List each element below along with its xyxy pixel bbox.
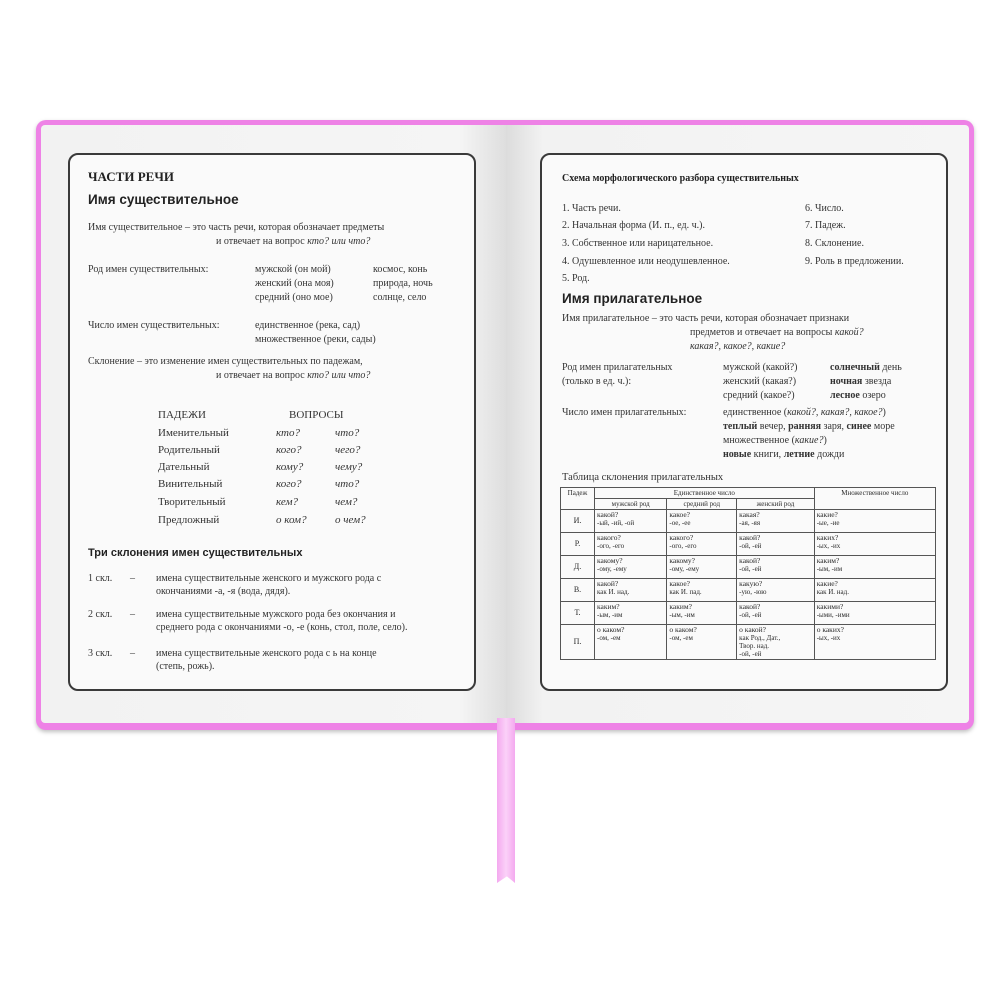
table-row	[561, 602, 936, 625]
cell: каким? -ым, -им	[595, 602, 667, 625]
cell: каких? -ых, -их	[814, 533, 935, 556]
cell: какие? -ые, -ие	[814, 510, 935, 533]
cell: какой? -ой, -ей	[737, 533, 815, 556]
declension-num: 1 скл.	[88, 573, 113, 584]
table-row	[561, 579, 936, 602]
cell: какой? -ой, -ей	[737, 556, 815, 579]
questions-header: ВОПРОСЫ	[289, 409, 344, 421]
cell: какому? -ому, -ему	[595, 556, 667, 579]
adj-number-singular: единственное (какой?, какая?, какое?)	[723, 407, 886, 418]
adj-gender-masc: мужской (какой?)	[723, 362, 798, 373]
scheme-item: 6. Число.	[805, 203, 844, 214]
cell: какое? как И. пад.	[667, 579, 737, 602]
declension-text-line2: окончаниями -а, -я (вода, дядя).	[156, 586, 291, 597]
singular-header: Единственное число	[595, 488, 815, 499]
adjective-heading: Имя прилагательное	[562, 291, 703, 306]
case-name: Дательный	[158, 461, 210, 473]
adj-gender-label-line2: (только в ед. ч.):	[562, 376, 632, 387]
adj-gender-label-line1: Род имен прилагательных	[562, 362, 673, 373]
case-cell: П.	[561, 625, 595, 660]
case-q2: чем?	[335, 496, 358, 508]
declension-text-line2: среднего рода с окончаниями -о, -е (конь, стол, поле, село).	[156, 622, 408, 633]
adj-number-singular-example: теплый вечер, ранняя заря, синее море	[723, 421, 895, 432]
case-q1: кем?	[276, 496, 298, 508]
cell: какой? как И. над.	[595, 579, 667, 602]
gender-fem-example: природа, ночь	[373, 278, 433, 289]
declension-text-line1: имена существительные мужского рода без окончания и	[156, 609, 396, 620]
declension-definition-line2: и отвечает на вопрос кто? или что?	[216, 370, 371, 381]
cell: какого? -ого, -его	[667, 533, 737, 556]
cell: какого? -ого, -его	[595, 533, 667, 556]
declension-text-line2: (степь, рожь).	[156, 661, 215, 672]
cell: каким? -ым, -им	[814, 556, 935, 579]
plural-header: Множественное число	[814, 488, 935, 510]
gender-neut: средний (оно мое)	[255, 292, 333, 303]
scheme-item: 7. Падеж.	[805, 220, 846, 231]
number-singular: единственное (река, сад)	[255, 320, 361, 331]
page-title: ЧАСТИ РЕЧИ	[88, 169, 174, 184]
case-q1: кто?	[276, 427, 300, 439]
declension-dash: –	[130, 648, 135, 659]
neut-header: средний род	[667, 499, 737, 510]
table-row	[561, 533, 936, 556]
case-cell: Д.	[561, 556, 595, 579]
table-row	[561, 625, 936, 660]
scheme-heading: Схема морфологического разбора существительных	[562, 173, 799, 184]
number-plural: множественное (реки, сады)	[255, 334, 376, 345]
declension-num: 2 скл.	[88, 609, 113, 620]
declension-dash: –	[130, 573, 135, 584]
cell: о каких? -ых, -их	[814, 625, 935, 660]
case-q1: кого?	[276, 444, 302, 456]
cell: какому? -ому, -ему	[667, 556, 737, 579]
cell: какая? -ая, -яя	[737, 510, 815, 533]
cell: какую? -ую, -юю	[737, 579, 815, 602]
declension-dash: –	[130, 609, 135, 620]
noun-heading: Имя существительное	[88, 192, 239, 207]
fem-header: женский род	[737, 499, 815, 510]
adj-number-plural-example: новые книги, летние дожди	[723, 449, 845, 460]
table-row	[561, 510, 936, 533]
adj-gender-fem: женский (какая?)	[723, 376, 797, 387]
scheme-item: 1. Часть речи.	[562, 203, 621, 214]
case-q2: о чем?	[335, 514, 366, 526]
adjective-declension-table	[560, 487, 936, 660]
cell: какими? -ыми, -ими	[814, 602, 935, 625]
scheme-item: 2. Начальная форма (И. п., ед. ч.).	[562, 220, 705, 231]
bookmark-ribbon	[497, 718, 515, 883]
case-name: Винительный	[158, 478, 223, 490]
case-q2: чего?	[335, 444, 361, 456]
cell: какой? -ой, -ей	[737, 602, 815, 625]
case-q2: что?	[335, 427, 360, 439]
case-name: Именительный	[158, 427, 229, 439]
case-q2: что?	[335, 478, 360, 490]
adjective-definition-line2: предметов и отвечает на вопросы какой?	[690, 327, 864, 338]
cell: о каком? -ом, -ем	[595, 625, 667, 660]
noun-gender-label: Род имен существительных:	[88, 264, 209, 275]
cell: какие? как И. над.	[814, 579, 935, 602]
table-header-row	[561, 488, 936, 499]
scheme-item: 3. Собственное или нарицательное.	[562, 238, 714, 249]
scheme-item: 8. Склонение.	[805, 238, 864, 249]
declension-num: 3 скл.	[88, 648, 113, 659]
cell: каким? -ым, -им	[667, 602, 737, 625]
declension-table-heading: Таблица склонения прилагательных	[562, 472, 724, 483]
gender-fem: женский (она моя)	[255, 278, 334, 289]
case-q1: кого?	[276, 478, 302, 490]
adj-gender-neut: средний (какое?)	[723, 390, 795, 401]
noun-definition-line1: Имя существительное – это часть речи, которая обозначает предметы	[88, 222, 385, 233]
noun-number-label: Число имен существительных:	[88, 320, 220, 331]
adj-number-label: Число имен прилагательных:	[562, 407, 687, 418]
masc-header: мужской род	[595, 499, 667, 510]
gender-neut-example: солнце, село	[373, 292, 427, 303]
case-header: Падеж	[561, 488, 595, 510]
three-declensions-heading: Три склонения имен существительных	[88, 547, 303, 559]
adj-number-plural: множественное (какие?)	[723, 435, 827, 446]
case-cell: Р.	[561, 533, 595, 556]
table-row	[561, 556, 936, 579]
case-cell: В.	[561, 579, 595, 602]
case-name: Родительный	[158, 444, 220, 456]
cases-header: ПАДЕЖИ	[158, 409, 206, 421]
case-name: Творительный	[158, 496, 226, 508]
scheme-item: 4. Одушевленное или неодушевленное.	[562, 256, 730, 267]
scheme-item: 9. Роль в предложении.	[805, 256, 904, 267]
cell: какое? -ое, -ее	[667, 510, 737, 533]
gender-masc-example: космос, конь	[373, 264, 428, 275]
case-q1: кому?	[276, 461, 304, 473]
cell: о какой? как Род., Дат., Твор. над. -ой, -ей	[737, 625, 815, 660]
cell: какой? -ый, -ий, -ой	[595, 510, 667, 533]
gender-masc: мужской (он мой)	[255, 264, 331, 275]
declension-definition-line1: Склонение – это изменение имен существительных по падежам,	[88, 356, 363, 367]
adj-gender-fem-example: ночная звезда	[830, 376, 892, 387]
noun-definition-line2: и отвечает на вопрос кто? или что?	[216, 236, 371, 247]
adj-gender-masc-example: солнечный день	[830, 362, 902, 373]
case-cell: Т.	[561, 602, 595, 625]
adjective-definition-line1: Имя прилагательное – это часть речи, которая обозначает признаки	[562, 313, 850, 324]
case-q1: о ком?	[276, 514, 307, 526]
case-q2: чему?	[335, 461, 363, 473]
declension-text-line1: имена существительные женского рода с ь на конце	[156, 648, 377, 659]
case-cell: И.	[561, 510, 595, 533]
adjective-definition-line3: какая?, какое?, какие?	[690, 341, 786, 352]
adj-gender-neut-example: лесное озеро	[830, 390, 886, 401]
declension-text-line1: имена существительные женского и мужского рода с	[156, 573, 382, 584]
case-name: Предложный	[158, 514, 220, 526]
scheme-item: 5. Род.	[562, 273, 590, 284]
cell: о каком? -ом, -ем	[667, 625, 737, 660]
